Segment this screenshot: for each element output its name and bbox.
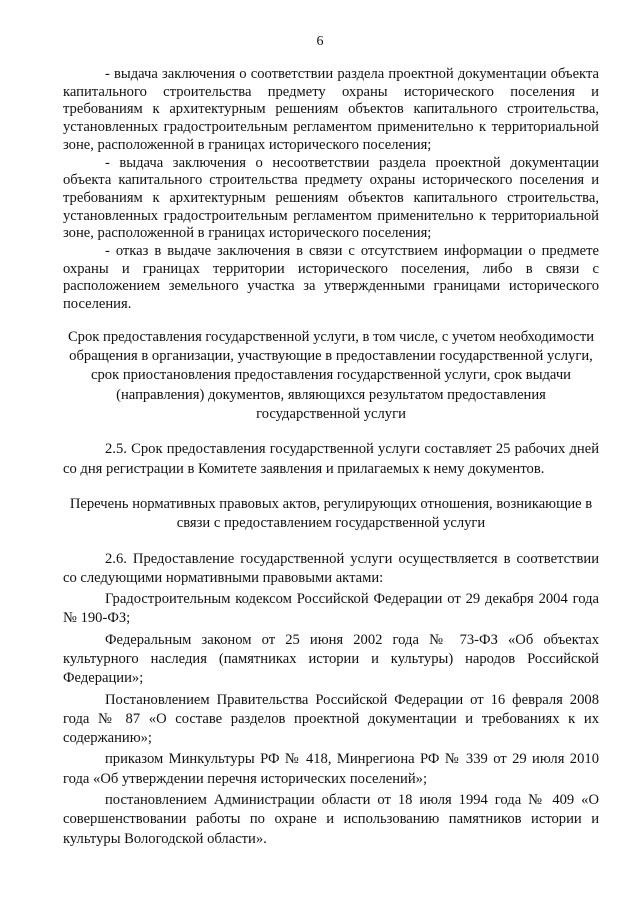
result-item-positive: - выдача заключения о соответствии раздела проектной документации объекта капитального строительства предмету охраны исторического поселения и требованиям к архитектурным решениям объектов капитального строительства, установленных градостроительным регламентом применительно к территориальной зоне, расположенной в границах исторического поселения;: [63, 66, 599, 153]
legal-act-item: приказом Минкультуры РФ № 418, Минрегиона РФ № 339 от 29 июля 2010 года «Об утверждении перечня исторических поселений»;: [63, 751, 599, 787]
page-number: 6: [316, 34, 324, 49]
paragraph-2-6: 2.6. Предоставление государственной услуги осуществляется в соответствии со следующими нормативными правовыми актами:: [63, 550, 599, 586]
result-item-negative: - выдача заключения о несоответствии раздела проектной документации объекта капитального строительства предмету охраны исторического поселения и требованиям к архитектурным решениям объектов капитального строительства, установленных градостроительным регламентом применительно к территориальной зоне, расположенной в границах исторического поселения;: [63, 154, 599, 242]
paragraph-2-5: 2.5. Срок предоставления государственной услуги составляет 25 рабочих дней со дня регистрации в Комитете заявления и прилагаемых к нему документов.: [63, 441, 599, 477]
document-body: [63, 66, 599, 849]
legal-act-item: Федеральным законом от 25 июня 2002 года № 73-ФЗ «Об объектах культурного наследия (памятниках истории и культуры) народов Российской Федерации»;: [63, 631, 599, 687]
legal-act-item: Постановлением Правительства Российской Федерации от 16 февраля 2008 года № 87 «О составе разделов проектной документации и требованиях к их содержанию»;: [63, 691, 599, 747]
result-item-refusal: - отказ в выдаче заключения в связи с отсутствием информации о предмете охраны и границах территории исторического поселения, либо в связи с расположением земельного участка за утвержденными границами исторического поселения.: [63, 243, 599, 313]
legal-act-item: постановлением Администрации области от 18 июля 1994 года № 409 «О совершенствовании работы по охране и использованию памятников истории и культуры Вологодской области».: [63, 792, 599, 847]
heading-service-term: Срок предоставления государственной услуги, в том числе, с учетом необходимости обращения в организации, участвующие в предоставлении государственной услуги, срок приостановления предоставления государственной услуги, срок выдачи (направления) документов, являющихся результатом предоставления государственной услуги: [67, 328, 595, 423]
legal-act-item: Градостроительным кодексом Российской Федерации от 29 декабря 2004 года № 190-ФЗ;: [63, 591, 599, 627]
heading-legal-acts: Перечень нормативных правовых актов, регулирующих отношения, возникающие в связи с предоставлением государственной услуги: [69, 495, 593, 532]
